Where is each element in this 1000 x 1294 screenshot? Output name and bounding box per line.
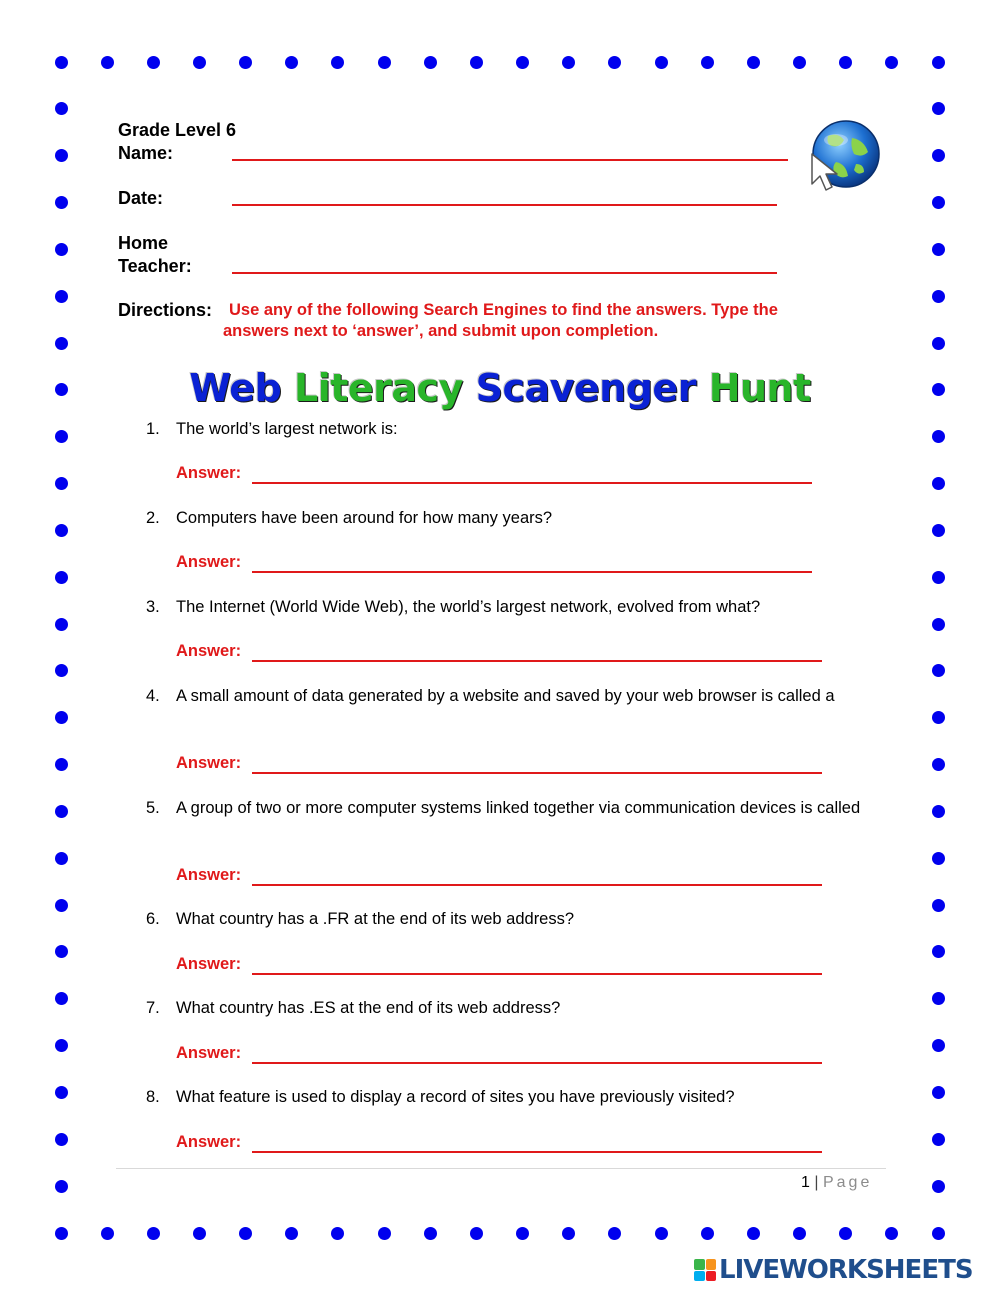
border-dot	[193, 1227, 206, 1240]
border-dot	[55, 149, 68, 162]
directions-label: Directions:	[118, 300, 213, 320]
question-text: What feature is used to display a record of sites you have previously visited?	[176, 1088, 735, 1106]
border-dot	[55, 899, 68, 912]
title-word-literacy: Literacy	[294, 366, 463, 410]
border-dot	[932, 711, 945, 724]
question-number: 6.	[146, 910, 160, 928]
border-dot	[55, 1086, 68, 1099]
question-number: 1.	[146, 420, 160, 438]
border-dot	[932, 149, 945, 162]
border-dot	[516, 56, 529, 69]
border-dot	[424, 1227, 437, 1240]
answer-field-6[interactable]	[252, 973, 822, 975]
border-dot	[932, 899, 945, 912]
border-dot	[55, 711, 68, 724]
border-dot	[55, 1039, 68, 1052]
answer-field-2[interactable]	[252, 571, 812, 573]
page-number-value: 1	[801, 1174, 810, 1191]
border-dot	[885, 1227, 898, 1240]
border-dot	[55, 1227, 68, 1240]
border-dot	[55, 805, 68, 818]
border-dot	[932, 290, 945, 303]
question-number: 8.	[146, 1088, 160, 1106]
liveworksheets-logo-icon	[694, 1259, 716, 1281]
border-dot	[55, 524, 68, 537]
border-dot	[101, 1227, 114, 1240]
answer-label: Answer:	[176, 754, 242, 772]
border-dot	[932, 618, 945, 631]
border-dot	[562, 1227, 575, 1240]
date-field-line[interactable]	[232, 204, 777, 206]
border-dot	[331, 56, 344, 69]
border-dot	[932, 1086, 945, 1099]
question-text: A group of two or more computer systems linked together via communication devices is called	[176, 799, 861, 817]
answer-field-1[interactable]	[252, 482, 812, 484]
answer-label: Answer:	[176, 642, 242, 660]
border-dot	[239, 1227, 252, 1240]
border-dot	[701, 56, 714, 69]
border-dot	[932, 571, 945, 584]
border-dot	[285, 56, 298, 69]
border-dot	[747, 1227, 760, 1240]
title-word-hunt: Hunt	[708, 366, 811, 410]
border-dot	[147, 56, 160, 69]
border-dot	[378, 56, 391, 69]
border-dot	[932, 852, 945, 865]
page-number	[801, 1174, 872, 1192]
border-dot	[55, 102, 68, 115]
title-word-web: Web	[189, 366, 282, 410]
border-dot	[55, 290, 68, 303]
directions-text: Use any of the following Search Engines to find the answers. Type the answers next to ‘answer’, and submit upon completion.	[223, 301, 778, 340]
border-dot	[424, 56, 437, 69]
border-dot	[932, 805, 945, 818]
border-dot	[55, 992, 68, 1005]
home-label: Home	[118, 233, 169, 253]
border-dot	[932, 664, 945, 677]
answer-label: Answer:	[176, 1133, 242, 1151]
border-dot	[793, 56, 806, 69]
border-dot	[932, 243, 945, 256]
border-dot	[932, 524, 945, 537]
question-number: 5.	[146, 799, 160, 817]
border-dot	[55, 664, 68, 677]
border-dot	[932, 477, 945, 490]
border-dot	[55, 618, 68, 631]
liveworksheets-watermark	[694, 1254, 973, 1286]
globe-cursor-icon	[806, 118, 882, 194]
answer-field-5[interactable]	[252, 884, 822, 886]
border-dot	[932, 1227, 945, 1240]
border-dot	[101, 56, 114, 69]
teacher-label: Teacher:	[118, 256, 192, 276]
border-dot	[516, 1227, 529, 1240]
border-dot	[55, 852, 68, 865]
border-dot	[55, 56, 68, 69]
border-dot	[932, 758, 945, 771]
border-dot	[55, 1180, 68, 1193]
border-dot	[932, 102, 945, 115]
question-text: Computers have been around for how many years?	[176, 509, 553, 527]
border-dot	[932, 945, 945, 958]
border-dot	[285, 1227, 298, 1240]
teacher-field-line[interactable]	[232, 272, 777, 274]
border-dot	[331, 1227, 344, 1240]
liveworksheets-brand: LIVEWORKSHEETS	[719, 1255, 973, 1285]
border-dot	[655, 1227, 668, 1240]
border-dot	[747, 56, 760, 69]
border-dot	[932, 56, 945, 69]
border-dot	[932, 1133, 945, 1146]
border-dot	[932, 1039, 945, 1052]
question-number: 3.	[146, 598, 160, 616]
border-dot	[55, 196, 68, 209]
border-dot	[55, 571, 68, 584]
border-dot	[55, 243, 68, 256]
question-text: What country has a .FR at the end of its web address?	[176, 910, 575, 928]
title-word-scavenger: Scavenger	[475, 366, 696, 410]
border-dot	[470, 56, 483, 69]
border-dot	[839, 56, 852, 69]
answer-field-4[interactable]	[252, 772, 822, 774]
question-number: 4.	[146, 687, 160, 705]
border-dot	[239, 56, 252, 69]
page-separator: |	[814, 1174, 819, 1191]
border-dot	[55, 337, 68, 350]
question-number: 7.	[146, 999, 160, 1017]
name-field-line[interactable]	[232, 159, 788, 161]
worksheet-title	[0, 366, 1000, 410]
grade-level: Grade Level 6	[118, 120, 237, 140]
question-text: What country has .ES at the end of its web address?	[176, 999, 561, 1017]
border-dot	[378, 1227, 391, 1240]
border-dot	[932, 1180, 945, 1193]
border-dot	[562, 56, 575, 69]
name-label: Name:	[118, 143, 174, 163]
border-dot	[193, 56, 206, 69]
border-dot	[55, 477, 68, 490]
answer-label: Answer:	[176, 955, 242, 973]
page-label: Page	[822, 1174, 873, 1191]
border-dot	[793, 1227, 806, 1240]
border-dot	[839, 1227, 852, 1240]
answer-field-7[interactable]	[252, 1062, 822, 1064]
question-text: The world’s largest network is:	[176, 420, 398, 438]
border-dot	[608, 56, 621, 69]
answer-label: Answer:	[176, 553, 242, 571]
border-dot	[932, 196, 945, 209]
answer-label: Answer:	[176, 1044, 242, 1062]
border-dot	[55, 758, 68, 771]
border-dot	[608, 1227, 621, 1240]
border-dot	[55, 1133, 68, 1146]
answer-label: Answer:	[176, 464, 242, 482]
border-dot	[147, 1227, 160, 1240]
answer-field-3[interactable]	[252, 660, 822, 662]
border-dot	[701, 1227, 714, 1240]
answer-label: Answer:	[176, 866, 242, 884]
border-dot	[932, 337, 945, 350]
answer-field-8[interactable]	[252, 1151, 822, 1153]
question-number: 2.	[146, 509, 160, 527]
border-dot	[55, 430, 68, 443]
border-dot	[885, 56, 898, 69]
border-dot	[655, 56, 668, 69]
question-text: A small amount of data generated by a website and saved by your web browser is called a	[176, 687, 835, 705]
border-dot	[932, 430, 945, 443]
border-dot	[55, 945, 68, 958]
border-dot	[932, 992, 945, 1005]
border-dot	[470, 1227, 483, 1240]
question-text: The Internet (World Wide Web), the world’s largest network, evolved from what?	[176, 598, 761, 616]
date-label: Date:	[118, 188, 164, 208]
footer-divider	[116, 1168, 886, 1169]
